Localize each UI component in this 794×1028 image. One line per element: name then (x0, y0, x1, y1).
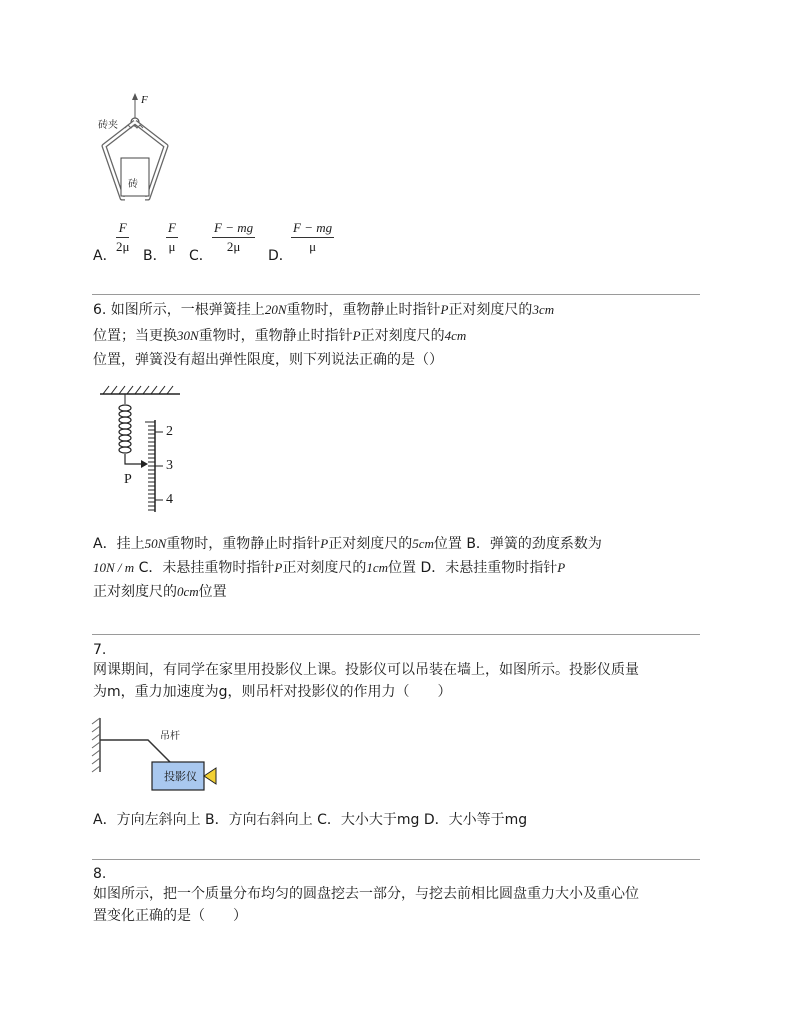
q5-option-a-num: F (118, 220, 127, 235)
q7-stem-line1: 网课期间，有同学在家里用投影仪上课。投影仪可以吊装在墙上，如图所示。投影仪质量 (93, 662, 639, 678)
rod-label: 吊杆 (160, 731, 180, 742)
q5-option-c-letter: C． (189, 248, 213, 264)
q5-option-d-fraction (291, 220, 334, 255)
q7-options: A．方向左斜向上 B．方向右斜向上 C．大小大于mg D．大小等于mg (93, 812, 528, 828)
q8-stem-line2: 置变化正确的是（ ） (93, 908, 247, 924)
q5-option-b-fraction (166, 220, 178, 255)
q6-options-line2: 10N / m C．未悬挂重物时指针P正对刻度尺的1cm位置 D．未悬挂重物时指针P (93, 560, 566, 576)
q8-number: 8. (93, 866, 107, 882)
force-label: F (141, 94, 148, 106)
q5-option-c-fraction (212, 220, 255, 255)
q5-option-c-num: F − mg (214, 220, 254, 235)
q6-stem-line2: 位置；当更换30N重物时，重物静止时指针P正对刻度尺的4cm (93, 328, 467, 344)
spring-ruler-figure (95, 384, 195, 514)
divider (92, 634, 700, 635)
projector-label: 投影仪 (164, 770, 197, 783)
q5-option-c-den: 2μ (226, 239, 241, 254)
pointer-label: P (124, 472, 132, 487)
fraction-bar (291, 237, 334, 238)
q8-stem-line1: 如图所示，把一个质量分布均匀的圆盘挖去一部分，与挖去前相比圆盘重力大小及重心位 (93, 886, 639, 902)
q5-option-b-den: μ (168, 239, 176, 254)
q5-option-a-letter: A． (93, 248, 117, 264)
fraction-bar (212, 237, 255, 238)
ruler-tick-4: 4 (166, 492, 173, 507)
fraction-bar (116, 237, 129, 238)
ruler-tick-2: 2 (166, 424, 173, 439)
q6-options-line3: 正对刻度尺的0cm位置 (93, 584, 227, 600)
q7-stem-line2: 为m，重力加速度为g，则吊杆对投影仪的作用力（ ） (93, 684, 452, 700)
q7-number: 7. (93, 642, 107, 658)
ruler-tick-3: 3 (166, 458, 173, 473)
clamp-label: 砖夹 (98, 120, 118, 131)
q5-option-d-den: μ (309, 239, 317, 254)
brick-label: 砖 (128, 179, 138, 190)
projector-figure (90, 716, 220, 794)
q5-option-d-letter: D． (268, 248, 293, 264)
q5-option-a-fraction (116, 220, 129, 255)
q5-option-b-letter: B． (143, 248, 167, 264)
fraction-bar (166, 237, 178, 238)
q5-option-d-num: F − mg (293, 220, 333, 235)
q6-options-line1: A．挂上50N重物时，重物静止时指针P正对刻度尺的5cm位置 B．弹簧的劲度系数为 (93, 536, 602, 552)
q6-stem-line3: 位置，弹簧没有超出弹性限度，则下列说法正确的是（） (93, 352, 443, 368)
q5-option-b-num: F (168, 220, 176, 235)
divider (92, 859, 700, 860)
q5-option-a-den: 2μ (116, 239, 130, 254)
divider (92, 294, 700, 295)
q6-stem-line1: 6. 如图所示，一根弹簧挂上20N重物时，重物静止时指针P正对刻度尺的3cm (93, 302, 555, 318)
